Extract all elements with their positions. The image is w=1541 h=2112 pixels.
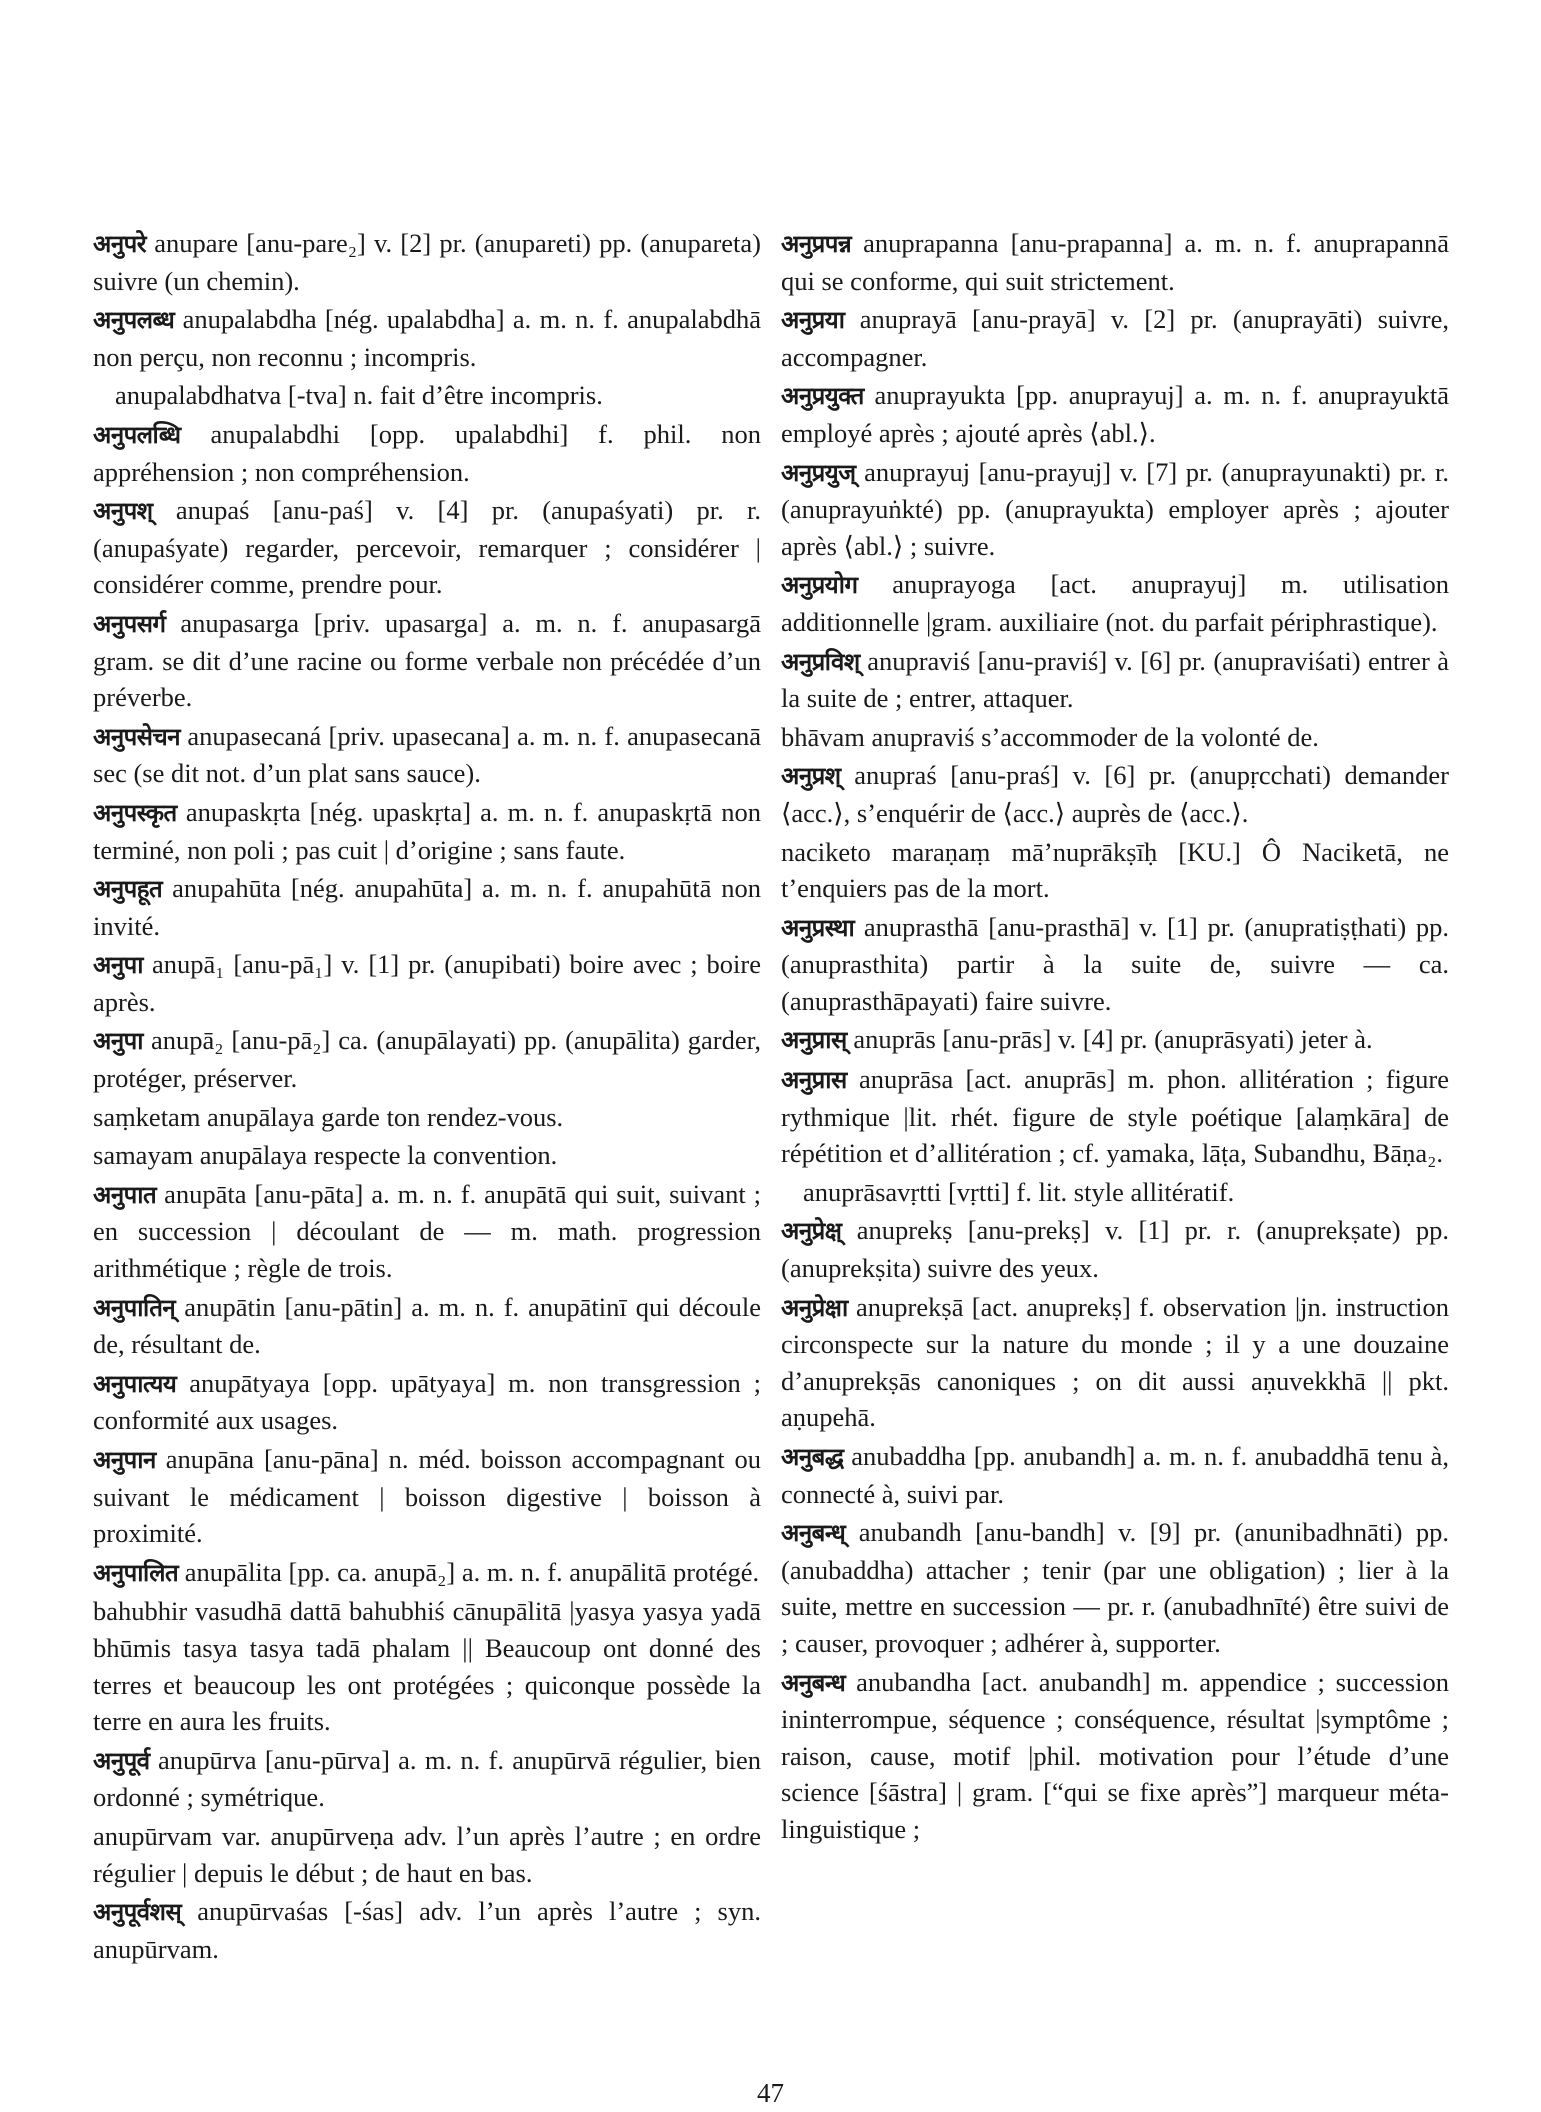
dictionary-entry <box>781 1289 1449 1436</box>
entry-text: anupaskṛta [nég. upaskṛta] a. m. n. f. anupaskṛtā non terminé, non poli ; pas cuit | d’origine ; sans faute. <box>93 796 761 865</box>
headword-devanagari: अनुप्रास <box>781 1066 847 1095</box>
headword-devanagari: अनुप्रयुज् <box>781 458 856 487</box>
headword-devanagari: अनुपस्कृत <box>93 798 177 827</box>
headword-devanagari: अनुप्रविश् <box>781 647 860 676</box>
dictionary-entry <box>93 1289 761 1363</box>
entry-text: anuprāsavṛtti [vṛtti] f. lit. style allitératif. <box>803 1176 1235 1207</box>
example-line <box>93 1593 761 1739</box>
dictionary-entry <box>781 301 1449 375</box>
entry-text: anuprekṣ [anu-prekṣ] v. [1] pr. r. (anuprekṣate) pp. (anuprekṣita) suivre des yeux. <box>781 1215 1449 1284</box>
entry-text: anuprayukta [pp. anuprayuj] a. m. n. f. anuprayuktā employé après ; ajouté après ⟨abl.⟩. <box>781 380 1449 448</box>
headword-devanagari: अनुपलब्धि <box>93 420 181 449</box>
dictionary-entry <box>93 1022 761 1096</box>
headword-devanagari: अनुपा <box>93 1027 144 1056</box>
entry-text: anupā₁ [anu-pā₁] v. [1] pr. (anupibati) boire avec ; boire après. <box>93 949 761 1017</box>
dictionary-entry <box>781 225 1449 299</box>
dictionary-entry <box>781 1438 1449 1512</box>
dictionary-entry <box>781 566 1449 640</box>
headword-devanagari: अनुपात <box>93 1180 157 1209</box>
dictionary-entry <box>93 301 761 375</box>
dictionary-entry <box>93 794 761 868</box>
entry-text: samayam anupālaya respecte la convention. <box>93 1140 558 1171</box>
entry-text: anupare [anu-pare₂] v. [2] pr. (anupareti) pp. (anupareta) suivre (un chemin). <box>93 228 761 296</box>
entry-text: anupasarga [priv. upasarga] a. m. n. f. anupasargā gram. se dit d’une racine ou forme verbale non précédée d’un préverbe. <box>93 607 761 713</box>
dictionary-entry <box>93 1441 761 1552</box>
entry-text: anupāta [anu-pāta] a. m. n. f. anupātā qui suit, suivant ; en succession | découlant de — m. math. progression arithmétique ; règle de trois. <box>93 1178 762 1284</box>
headword-devanagari: अनुपालित <box>93 1558 179 1587</box>
headword-devanagari: अनुप्रास् <box>781 1026 847 1055</box>
dictionary-entry <box>781 1061 1449 1172</box>
entry-text: anupalabdhi [opp. upalabdhi] f. phil. non appréhension ; non compréhension. <box>93 418 761 487</box>
dictionary-entry <box>93 1742 761 1816</box>
dictionary-entry <box>93 1176 761 1287</box>
dictionary-entry <box>93 870 761 944</box>
headword-devanagari: अनुप्रेक्ष् <box>781 1217 842 1246</box>
dictionary-entry <box>781 757 1449 831</box>
headword-devanagari: अनुप्रस्था <box>781 913 855 942</box>
dictionary-entry <box>93 492 761 603</box>
headword-devanagari: अनुबन्ध् <box>781 1519 846 1548</box>
entry-text: anupraś [anu-praś] v. [6] pr. (anupṛcchati) demander ⟨acc.⟩, s’enquérir de ⟨acc.⟩ auprès de ⟨acc.⟩. <box>781 760 1449 828</box>
entry-text: saṃketam anupālaya garde ton rendez-vous. <box>93 1101 564 1132</box>
dictionary-entry <box>93 1554 761 1592</box>
entry-text: bhāvam anupraviś s’accommoder de la volonté de. <box>781 721 1319 752</box>
page-number: 47 <box>757 2078 784 2108</box>
dictionary-entry <box>781 454 1449 565</box>
example-line <box>93 1099 761 1136</box>
headword-devanagari: अनुप्रश् <box>781 762 841 791</box>
dictionary-entry <box>781 1664 1449 1848</box>
entry-text: anuprasthā [anu-prasthā] v. [1] pr. (anupratiṣṭhati) pp. (anuprasthita) partir à la suite de, suivre — ca. (anuprasthāpayati) faire suivre. <box>781 911 1449 1016</box>
dictionary-entry <box>781 1212 1449 1286</box>
entry-text: anupalabdha [nég. upalabdha] a. m. n. f. anupalabdhā non perçu, non reconnu ; incompris. <box>93 304 761 372</box>
dictionary-entry <box>93 946 761 1020</box>
dictionary-entry <box>781 643 1449 717</box>
entry-text: anubaddha [pp. anubandh] a. m. n. f. anubaddhā tenu à, connecté à, suivi par. <box>781 1441 1449 1509</box>
dictionary-entry <box>93 718 761 792</box>
entry-text: anupātin [anu-pātin] a. m. n. f. anupātinī qui découle de, résultant de. <box>93 1291 762 1360</box>
entry-text: anupraviś [anu-praviś] v. [6] pr. (anupraviśati) entrer à la suite de ; entrer, attaquer. <box>781 645 1450 714</box>
example-line <box>93 1137 761 1174</box>
headword-devanagari: अनुप्रया <box>781 306 845 335</box>
dictionary-entry <box>781 377 1449 451</box>
headword-devanagari: अनुपातिन् <box>93 1293 176 1322</box>
headword-devanagari: अनुप्रेक्षा <box>781 1293 848 1322</box>
entry-text: anupūrvaśas [-śas] adv. l’un après l’autre ; syn. anupūrvam. <box>93 1896 761 1964</box>
example-line <box>781 719 1449 756</box>
example-line <box>781 834 1449 907</box>
headword-devanagari: अनुपसर्ग <box>93 609 166 638</box>
headword-devanagari: अनुबन्ध <box>781 1668 846 1697</box>
headword-devanagari: अनुप्रपन्न <box>781 230 852 258</box>
entry-text: anuprayoga [act. anuprayuj] m. utilisation additionnelle |gram. auxiliaire (not. du parfait périphrastique). <box>781 569 1449 637</box>
entry-text: anuprayā [anu-prayā] v. [2] pr. (anuprayāti) suivre, accompagner. <box>781 304 1450 372</box>
entry-text: anuprayuj [anu-prayuj] v. [7] pr. (anuprayunakti) pr. r. (anuprayuṅkté) pp. (anuprayukta) employer après ; ajouter après ⟨abl.⟩ ; suivre. <box>781 456 1450 561</box>
entry-text: anupātyaya [opp. upātyaya] m. non transgression ; conformité aux usages. <box>93 1367 761 1436</box>
entry-text: anuprapanna [anu-prapanna] a. m. n. f. anuprapannā qui se conforme, qui suit strictement. <box>781 228 1449 296</box>
entry-text: anupalabdhatva [-tva] n. fait d’être incompris. <box>115 380 603 411</box>
headword-devanagari: अनुपहूत <box>93 875 163 904</box>
headword-devanagari: अनुपूर्व <box>93 1746 150 1775</box>
sub-entry <box>93 377 761 414</box>
dictionary-entry <box>781 1514 1449 1661</box>
entry-text: anubandha [act. anubandh] m. appendice ; succession ininterrompue, séquence ; conséquence, résultat |symptôme ; raison, cause, motif |phil. motivation pour l’étude d’une science [śāstra] | gram. [“qui se fixe après”] marqueur méta-linguistique ; <box>781 1666 1450 1844</box>
entry-text: anupāna [anu-pāna] n. méd. boisson accompagnant ou suivant le médicament | boisson digestive | boisson à proximité. <box>93 1444 762 1549</box>
headword-devanagari: अनुप्रयुक्त <box>781 382 864 411</box>
headword-devanagari: अनुपरे <box>93 230 147 258</box>
entry-text: anupūrvam var. anupūrveṇa adv. l’un après l’autre ; en ordre régulier | depuis le début ; de haut en bas. <box>93 1820 761 1888</box>
entry-text: bahubhir vasudhā dattā bahubhiś cānupālitā |yasya yasya yadā bhūmis tasya tasya tadā phalam || Beaucoup ont donné des terres et beaucoup les ont protégées ; quiconque possède la terre en aura les fruits. <box>93 1596 761 1737</box>
dictionary-entry <box>781 909 1449 1020</box>
dictionary-entry <box>93 1365 761 1439</box>
dictionary-entry <box>93 225 761 299</box>
example-line <box>93 1818 761 1891</box>
entry-text: anupā₂ [anu-pā₂] ca. (anupālayati) pp. (anupālita) garder, protéger, préserver. <box>93 1025 761 1094</box>
headword-devanagari: अनुपात्यय <box>93 1369 177 1398</box>
right-column <box>781 225 1449 1850</box>
entry-text: anuprās [anu-prās] v. [4] pr. (anuprāsyati) jeter à. <box>853 1024 1373 1055</box>
entry-text: anupaś [anu-paś] v. [4] pr. (anupaśyati) pr. r. (anupaśyate) regarder, percevoir, remarquer ; considérer | considérer comme, prendre pour. <box>93 495 761 600</box>
headword-devanagari: अनुपलब्ध <box>93 306 175 335</box>
headword-devanagari: अनुपश् <box>93 497 153 526</box>
entry-text: anuprekṣā [act. anuprekṣ] f. observation |jn. instruction circonspecte sur la nature du monde ; il y a une douzaine d’anuprekṣās canoniques ; on dit aussi aṇuvekkhā || pkt. aṇupehā. <box>781 1291 1449 1433</box>
sub-entry <box>781 1174 1449 1211</box>
entry-text: anupahūta [nég. anupahūta] a. m. n. f. anupahūtā non invité. <box>93 873 761 941</box>
dictionary-entry <box>93 416 761 490</box>
entry-text: anupālita [pp. ca. anupā₂] a. m. n. f. anupālitā protégé. <box>184 1556 760 1587</box>
dictionary-entry <box>93 605 761 716</box>
headword-devanagari: अनुप्रयोग <box>781 571 858 600</box>
entry-text: anubandh [anu-bandh] v. [9] pr. (anunibadhnāti) pp. (anubaddha) attacher ; tenir (par une obligation) ; lier à la suite, mettre en succession — pr. r. (anubadhnīté) être suivi de ; causer, provoquer ; adhérer à, supporter. <box>781 1517 1450 1658</box>
headword-devanagari: अनुपान <box>93 1446 156 1474</box>
entry-text: naciketo maraṇaṃ mā’nuprākṣīḥ [KU.] Ô Naciketā, ne t’enquiers pas de la mort. <box>781 836 1449 904</box>
left-column <box>93 225 761 1969</box>
headword-devanagari: अनुपूर्वशस् <box>93 1898 182 1927</box>
dictionary-entry <box>781 1021 1449 1059</box>
entry-text: anuprāsa [act. anuprās] m. phon. allitération ; figure rythmique |lit. rhét. figure de style poétique [alaṃkāra] de répétition et d’allitération ; cf. yamaka, lāṭa, Subandhu, Bāṇa₂. <box>781 1064 1450 1169</box>
headword-devanagari: अनुपा <box>93 951 144 980</box>
headword-devanagari: अनुबद्ध <box>781 1443 844 1471</box>
headword-devanagari: अनुपसेचन <box>93 722 181 751</box>
entry-text: anupūrva [anu-pūrva] a. m. n. f. anupūrvā régulier, bien ordonné ; symétrique. <box>93 1744 762 1813</box>
dictionary-entry <box>93 1893 761 1967</box>
entry-text: anupasecaná [priv. upasecana] a. m. n. f. anupasecanā sec (se dit not. d’un plat sans sauce). <box>93 720 761 789</box>
